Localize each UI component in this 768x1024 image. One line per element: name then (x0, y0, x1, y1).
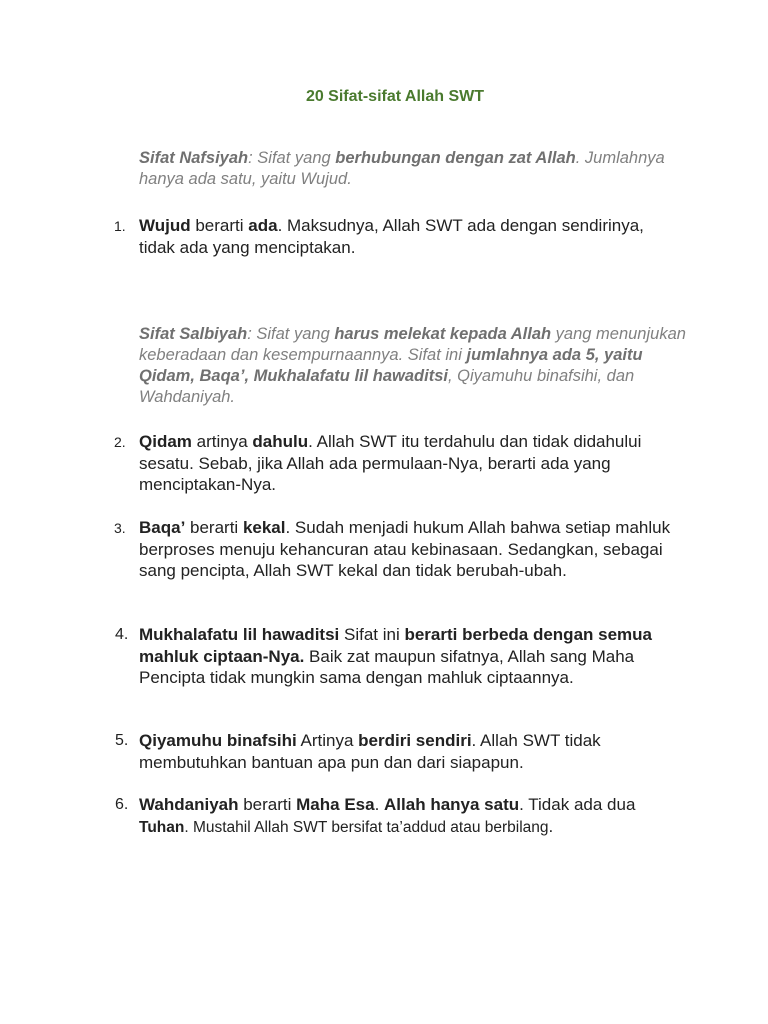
list-text: Qidam artinya dahulu. Allah SWT itu terdahulu dan tidak didahului sesatu. Sebab, jika Allah ada permulaan-Nya, berarti ada yang menciptakan-Nya. (139, 432, 642, 494)
list-number: 6. (115, 796, 129, 813)
list-text: Wujud berarti ada. Maksudnya, Allah SWT ada dengan sendirinya, tidak ada yang menciptakan. (139, 216, 644, 257)
list-number: 3. (114, 520, 126, 536)
intro-nafsiyah: Sifat Nafsiyah: Sifat yang berhubungan dengan zat Allah. Jumlahnya hanya ada satu, yaitu Wujud. (139, 149, 665, 188)
list-number: 5. (115, 732, 129, 749)
list-number: 2. (114, 434, 126, 450)
list-text: Wahdaniyah berarti Maha Esa. Allah hanya satu. Tidak ada dua Tuhan. Mustahil Allah SWT bersifat ta’addud atau berbilang. (139, 795, 636, 836)
document-title: 20 Sifat-sifat Allah SWT (305, 88, 485, 105)
list-text: Qiyamuhu binafsihi Artinya berdiri sendiri. Allah SWT tidak membutuhkan bantuan apa pun dan dari siapapun. (139, 731, 601, 772)
list-number: 4. (115, 626, 129, 643)
intro-salbiyah: Sifat Salbiyah: Sifat yang harus melekat kepada Allah yang menunjukan keberadaan dan kesempurnaannya. Sifat ini jumlahnya ada 5, yaitu Qidam, Baqa’, Mukhalafatu lil hawaditsi, Qiyamuhu binafsihi, dan Wahdaniyah. (139, 325, 686, 406)
list-number: 1. (114, 218, 126, 234)
intro-label: Sifat Salbiyah (139, 325, 248, 343)
list-text: Mukhalafatu lil hawaditsi Sifat ini berarti berbeda dengan semua mahluk ciptaan-Nya. Baik zat maupun sifatnya, Allah sang Maha Pencipta tidak mungkin sama dengan mahluk ciptaannya. (139, 625, 652, 687)
intro-label: Sifat Nafsiyah (139, 149, 249, 167)
list-text: Baqa’ berarti kekal. Sudah menjadi hukum Allah bahwa setiap mahluk berproses menuju kehancuran atau kebinasaan. Sedangkan, sebagai sang pencipta, Allah SWT kekal dan tidak berubah-ubah. (139, 518, 671, 580)
